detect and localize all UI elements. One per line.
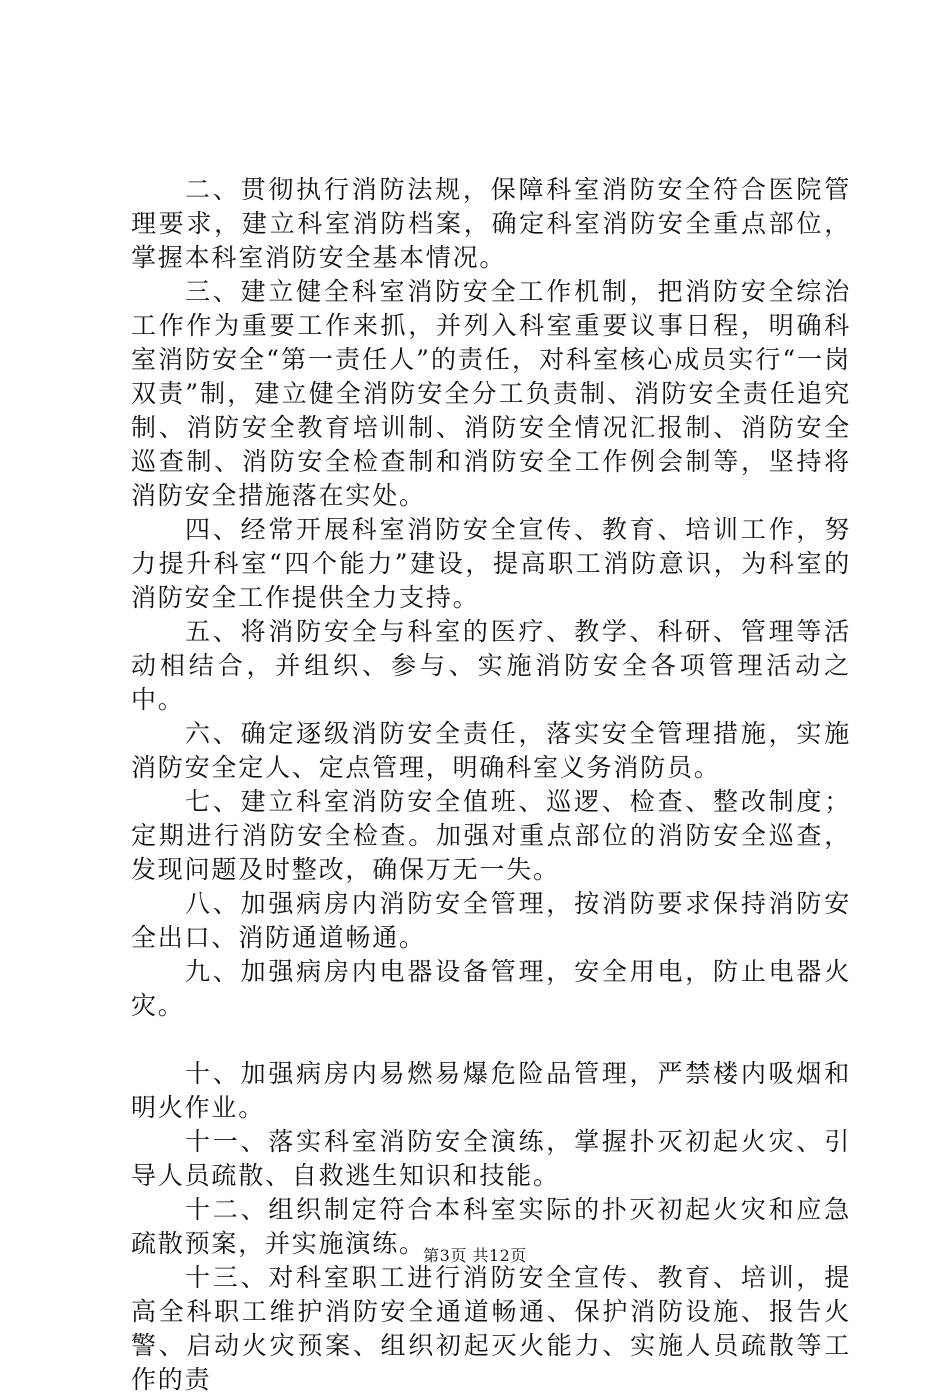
paragraph-item-4: 四、经常开展科室消防安全宣传、教育、培训工作，努力提升科室“四个能力”建设，提高职工消防意识，为科室的消防安全工作提供全力支持。	[131, 515, 851, 612]
paragraph-item-2: 二、贯彻执行消防法规，保障科室消防安全符合医院管理要求，建立科室消防档案，确定科室消防安全重点部位，掌握本科室消防安全基本情况。	[131, 175, 851, 272]
paragraph-item-13: 十三、对科室职工进行消防安全宣传、教育、培训，提高全科职工维护消防安全通道畅通、保护消防设施、报告火警、启动火灾预案、组织初起灭火能力、实施人员疏散等工作的责	[131, 1263, 851, 1394]
paragraph-item-6: 六、确定逐级消防安全责任，落实安全管理措施，实施消防安全定人、定点管理，明确科室义务消防员。	[131, 719, 851, 782]
paragraph-item-3: 三、建立健全科室消防安全工作机制，把消防安全综治工作作为重要工作来抓，并列入科室重要议事日程，明确科室消防安全“第一责任人”的责任，对科室核心成员实行“一岗双责”制，建立健全消防安全分工负责制、消防安全责任追究制、消防安全教育培训制、消防安全情况汇报制、消防安全巡查制、消防安全检查制和消防安全工作例会制等，坚持将消防安全措施落在实处。	[131, 277, 851, 510]
paragraph-item-12: 十二、组织制定符合本科室实际的扑灭初起火灾和应急疏散预案，并实施演练。	[131, 1195, 851, 1258]
paragraph-item-5: 五、将消防安全与科室的医疗、教学、科研、管理等活动相结合，并组织、参与、实施消防安全各项管理活动之中。	[131, 617, 851, 714]
paragraph-item-9: 九、加强病房内电器设备管理，安全用电，防止电器火灾。	[131, 957, 851, 1020]
paragraph-item-7: 七、建立科室消防安全值班、巡逻、检查、整改制度；定期进行消防安全检查。加强对重点部位的消防安全巡查，发现问题及时整改，确保万无一失。	[131, 787, 851, 884]
paragraph-item-10: 十、加强病房内易燃易爆危险品管理，严禁楼内吸烟和明火作业。	[131, 1059, 851, 1122]
paragraph-item-11: 十一、落实科室消防安全演练，掌握扑灭初起火灾、引导人员疏散、自救逃生知识和技能。	[131, 1127, 851, 1190]
paragraph-item-8: 八、加强病房内消防安全管理，按消防要求保持消防安全出口、消防通道畅通。	[131, 889, 851, 952]
page-number-footer: 第3页 共12页	[423, 1246, 527, 1265]
document-body	[131, 173, 851, 1397]
